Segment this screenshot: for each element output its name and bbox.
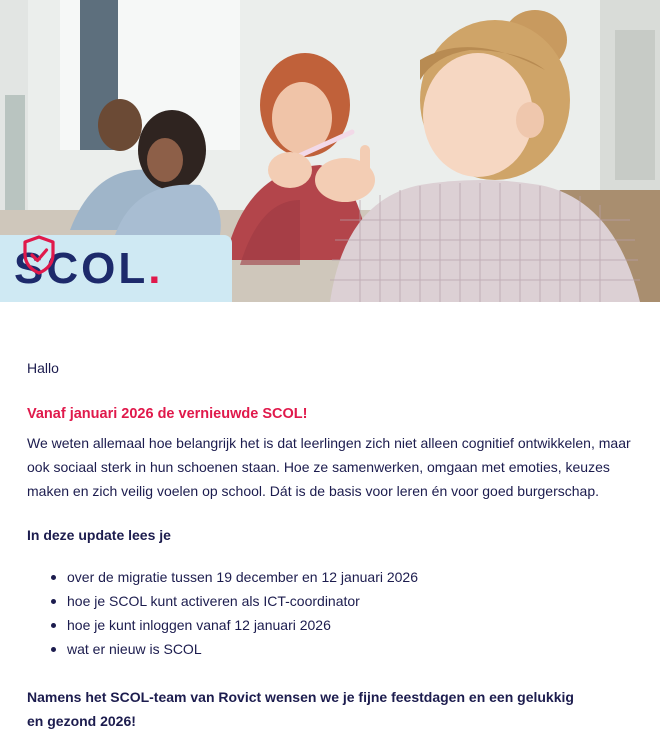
bullet-icon [51,647,56,652]
update-list [27,565,418,661]
bullet-icon [51,599,56,604]
closing-message: Namens het SCOL-team van Rovict wensen we je fijne feestdagen en een gelukkig en gezond 2026! [27,689,574,729]
intro-paragraph: We weten allemaal hoe belangrijk het is dat leerlingen zich niet alleen cognitief ontwikkelen, maar ook sociaal sterk in hun schoenen staan. Hoe ze samenwerken, omgaan met emoties, keuzes maken en zich veilig voelen op school. Dát is de basis voor leren én voor goed burgerschap. [27,435,631,499]
list-item: hoe je SCOL kunt activeren als ICT-coordinator [27,589,418,613]
hero-image [0,0,660,302]
headline: Vanaf januari 2026 de vernieuwde SCOL! [27,406,308,422]
logo-text: SCOL. [14,243,164,293]
bullet-icon [51,575,56,580]
scol-logo [0,235,232,302]
greeting: Hallo [27,360,59,376]
bullet-icon [51,623,56,628]
shield-check-icon [22,235,56,275]
list-item: over de migratie tussen 19 december en 12 januari 2026 [27,565,418,589]
list-item: wat er nieuw is SCOL [27,637,418,661]
section-title: In deze update lees je [27,527,171,543]
list-item: hoe je kunt inloggen vanaf 12 januari 2026 [27,613,418,637]
